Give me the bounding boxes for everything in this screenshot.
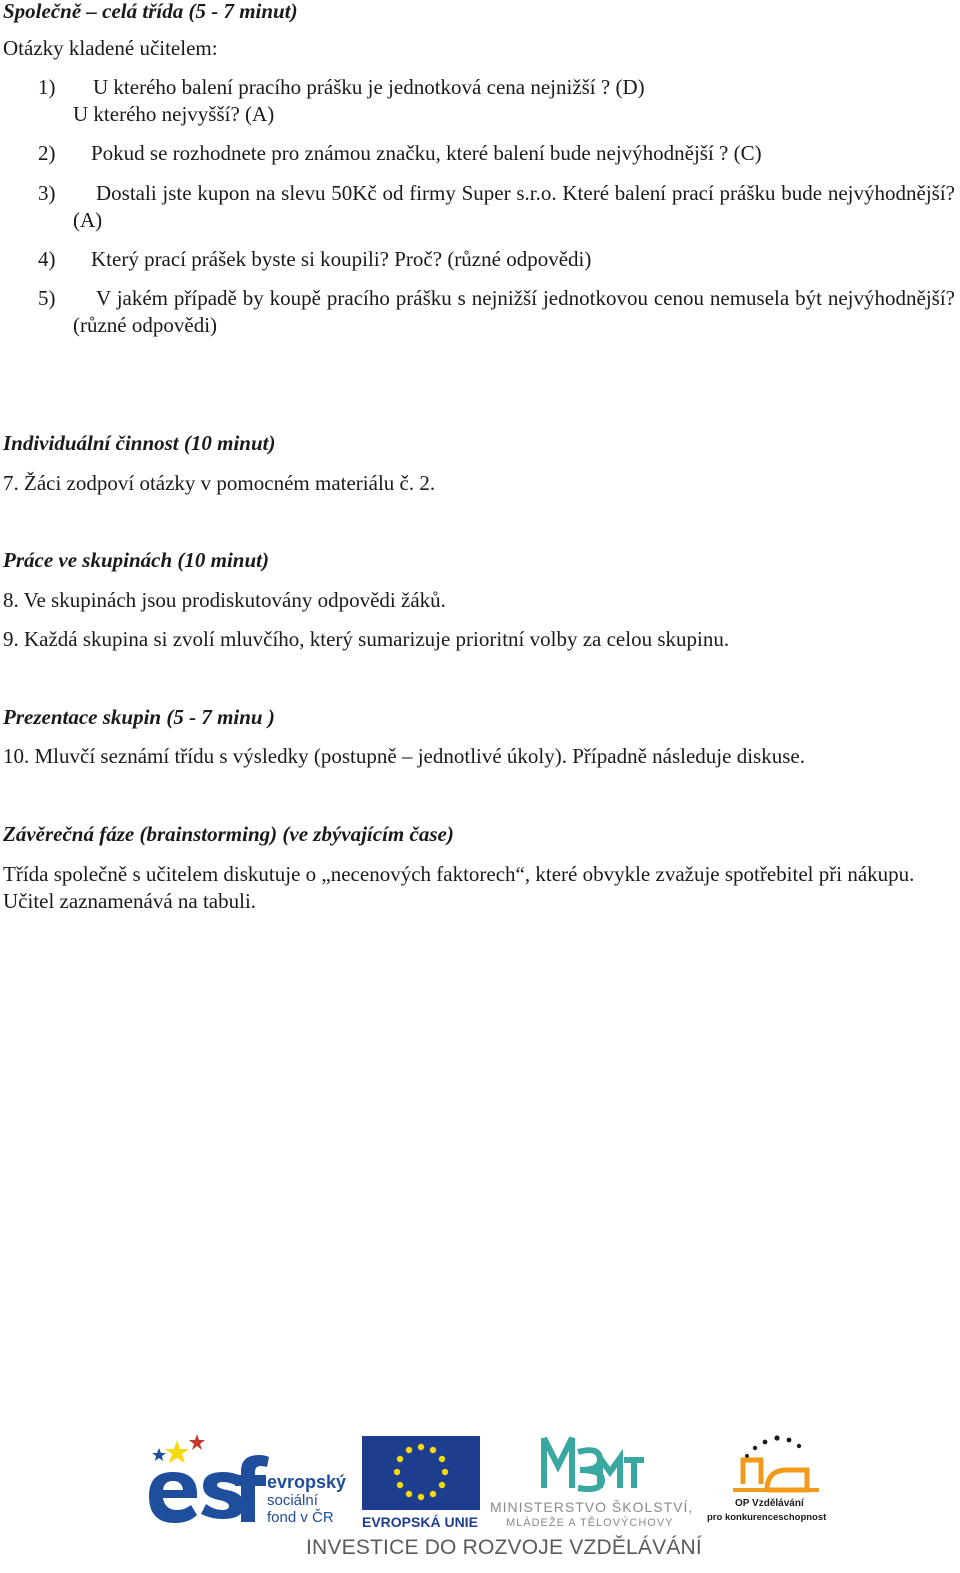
eu-flag-icon [360, 1434, 485, 1529]
question-item-1 [38, 74, 938, 128]
esf-text-1: evropský [267, 1472, 347, 1492]
question-text: U kterého balení pracího prášku je jednotková cena nejnižší ? (D) [93, 75, 645, 99]
question-number: 2) [38, 141, 56, 165]
section-heading-final: Závěrečná fáze (brainstorming) (ve zbývajícím čase) [3, 822, 454, 846]
esf-mark-icon [145, 1434, 355, 1529]
question-item-2 [38, 140, 938, 167]
msmt-mark-icon [490, 1432, 700, 1532]
investice-tagline: INVESTICE DO ROZVOJE VZDĚLÁVÁNÍ [306, 1536, 702, 1559]
question-text: Pokud se rozhodnete pro známou značku, které balení bude nejvýhodnější ? (C) [91, 141, 762, 165]
section-heading-presentation: Prezentace skupin (5 - 7 minu ) [3, 705, 275, 729]
final-phase-text: Třída společně s učitelem diskutuje o „necenových faktorech“, které obvykle zvažuje spotřebitel při nákupu. Učitel zaznamenává na tabuli. [3, 862, 915, 913]
intro-text: Otázky kladené učitelem: [3, 36, 218, 60]
question-item-4 [38, 246, 938, 273]
msmt-text-1: MINISTERSTVO ŠKOLSTVÍ, [490, 1499, 694, 1515]
op-mark-icon [705, 1430, 845, 1530]
question-number: 4) [38, 247, 56, 271]
question-number: 3) [38, 181, 56, 205]
question-subtext: U kterého nejvyšší? (A) [73, 102, 275, 126]
op-text-2: pro konkurenceschopnost [707, 1512, 827, 1523]
msmt-text-2: MLÁDEŽE A TĚLOVÝCHOVY [506, 1517, 674, 1529]
step-7-text: 7. Žáci zodpoví otázky v pomocném materiálu č. 2. [3, 471, 436, 495]
question-text: V jakém případě by koupě pracího prášku s nejnižší jednotkovou cenou nemusela být nejvýhodnější? (různé odpovědi) [73, 286, 955, 337]
esf-text-2: sociální [267, 1492, 318, 1509]
question-number: 1) [38, 75, 56, 99]
esf-logo [145, 1434, 355, 1529]
question-item-5 [38, 285, 955, 339]
question-text: Který prací prášek byste si koupili? Proč? (různé odpovědi) [91, 247, 592, 271]
esf-text-3: fond v ČR [267, 1509, 334, 1526]
step-8-text: 8. Ve skupinách jsou prodiskutovány odpovědi žáků. [3, 588, 446, 612]
section-heading-individual: Individuální činnost (10 minut) [3, 431, 276, 455]
question-number: 5) [38, 286, 56, 310]
eu-label: EVROPSKÁ UNIE [362, 1514, 478, 1529]
question-item-3 [38, 180, 955, 234]
eu-logo [360, 1434, 485, 1529]
step-10-text: 10. Mluvčí seznámí třídu s výsledky (postupně – jednotlivé úkoly). Případně následuje diskuse. [3, 744, 805, 768]
op-text-1: OP Vzdělávání [735, 1498, 804, 1509]
footer-logos [0, 1420, 960, 1573]
section-heading-groups: Práce ve skupinách (10 minut) [3, 548, 269, 572]
section-heading-together: Společně – celá třída (5 - 7 minut) [3, 0, 298, 23]
msmt-logo [490, 1432, 700, 1532]
step-9-text: 9. Každá skupina si zvolí mluvčího, který sumarizuje prioritní volby za celou skupinu. [3, 627, 730, 651]
op-logo [705, 1430, 845, 1530]
question-text: Dostali jste kupon na slevu 50Kč od firmy Super s.r.o. Které balení prací prášku bude nejvýhodnější? (A) [73, 181, 955, 232]
